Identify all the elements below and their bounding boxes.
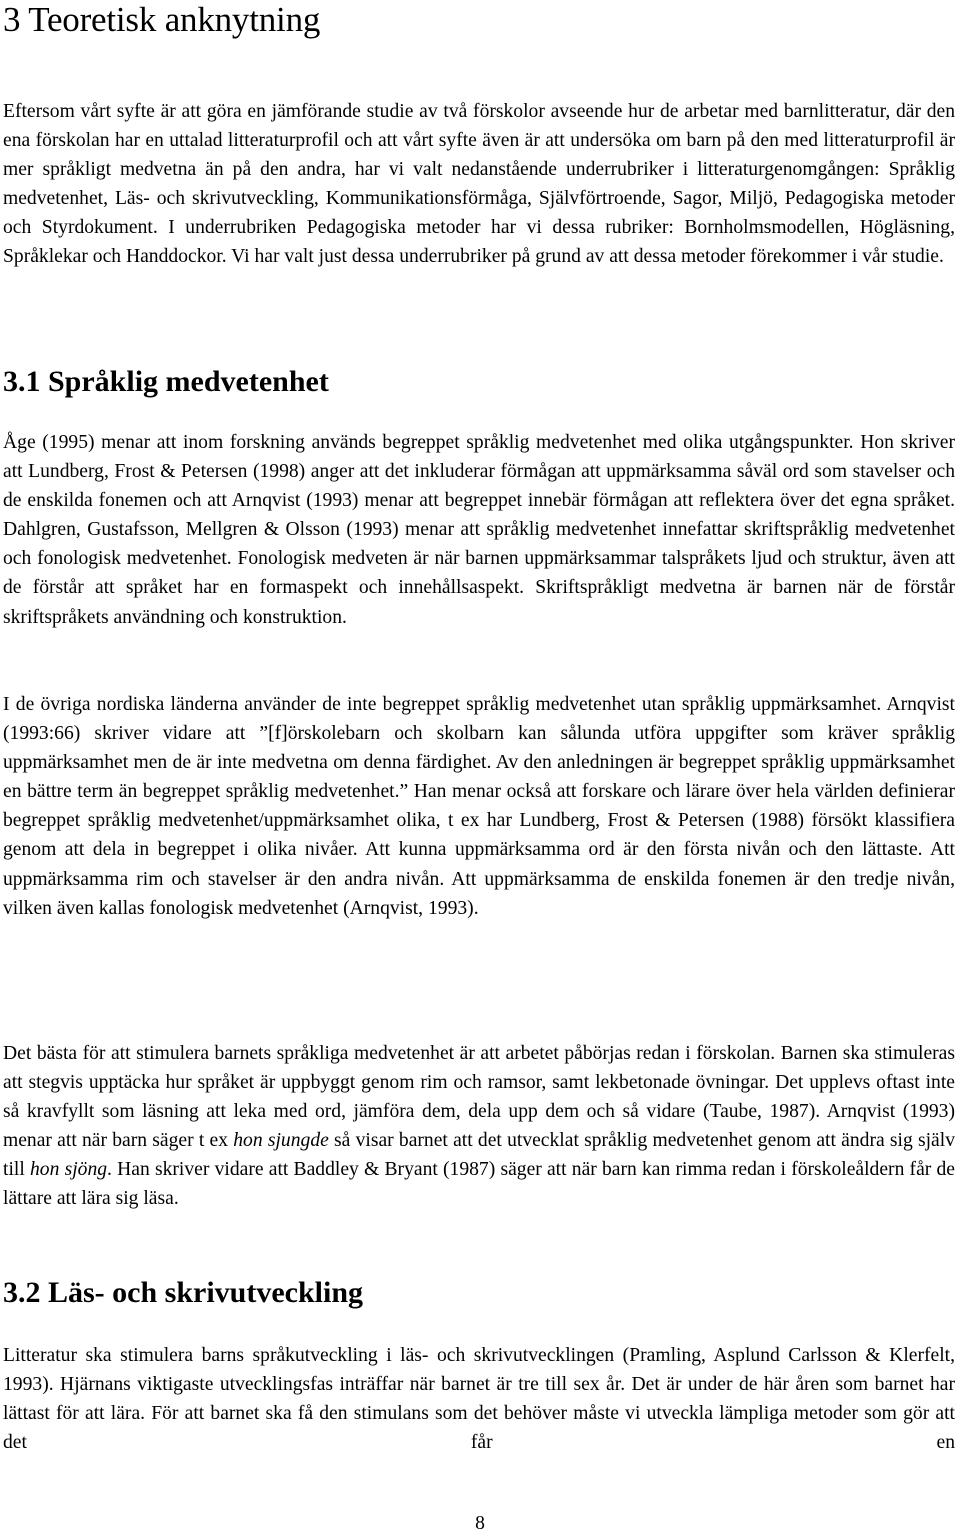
paragraph-text: så visar barnet att det utvecklat språklig medvetenhet genom att ändra sig själv till (3, 1130, 955, 1181)
page-number: 8 (475, 1513, 485, 1534)
section-3-1-paragraph-2: I de övriga nordiska länderna använder de inte begreppet språklig medvetenhet utan språklig uppmärksamhet. Arnqvist (1993:66) skriver vidare att ”[f]örskolebarn och skolbarn kan sålunda utföra uppgifter som kräver språklig uppmärksamhet men de är inte medvetna om denna färdighet. Av den anledningen är begreppet språklig uppmärksamhet en bättre term än begreppet språklig medvetenhet.” Han menar också att forskare och lärare över hela världen definierar begreppet språklig medvetenhet/uppmärksamhet olika, t ex har Lundberg, Frost & Petersen (1988) försökt klassifiera genom att dela in begreppet i olika nivåer. Att kunna uppmärksamma ord är den första nivån och den lättaste. Att uppmärksamma rim och stavelser är den andra nivån. Att uppmärksamma de enskilda fonemen är den tredje nivån, vilken även kallas fonologisk medvetenhet (Arnqvist, 1993). (3, 694, 955, 919)
example-phrase: hon sjöng (29, 1159, 108, 1181)
example-phrase: hon sjungde (233, 1130, 329, 1152)
section-heading-3-1: 3.1 Språklig medvetenhet (3, 365, 329, 398)
section-3-2-paragraph-1: Litteratur ska stimulera barns språkutveckling i läs- och skrivutvecklingen (Pramling, Asplund Carlsson & Klerfelt, 1993). Hjärnans viktigaste utvecklingsfas inträffar när barnet är tre till sex år. Det är under de här åren som barnet har lättast för att lära. För att barnet ska få den stimulans som det behöver måste vi utveckla lämpliga metoder som gör att det får en (3, 1345, 955, 1454)
paragraph-text: . Han skriver vidare att Baddley & Bryant (1987) säger att när barn kan rimma redan i förskoleåldern får de lättare att lära sig läsa. (3, 1159, 956, 1210)
section-3-1-paragraph-3 (3, 1039, 955, 1214)
section-3-1-paragraph-1: Åge (1995) menar att inom forskning används begreppet språklig medvetenhet med olika utgångspunkter. Hon skriver att Lundberg, Frost & Petersen (1998) anger att det inkluderar förmågan att uppmärksamma såväl ord som stavelser och de enskilda fonemen och att Arnqvist (1993) menar att begreppet innebär förmågan att reflektera över det egna språket. Dahlgren, Gustafsson, Mellgren & Olsson (1993) menar att språklig medvetenhet innefattar skriftspråklig medvetenhet och fonologisk medvetenhet. Fonologisk medveten är när barnen uppmärksammar talspråkets ljud och struktur, även att de förstår att språket har en formaspekt och innehållsaspekt. Skriftspråkligt medvetna är barnen när de förstår skriftspråkets användning och konstruktion. (3, 432, 955, 628)
section-heading-3-2: 3.2 Läs- och skrivutveckling (3, 1276, 364, 1309)
chapter-heading: 3 Teoretisk anknytning (3, 0, 321, 39)
intro-paragraph: Eftersom vårt syfte är att göra en jämförande studie av två förskolor avseende hur de arbetar med barnlitteratur, där den ena förskolan har en uttalad litteraturprofil och att vårt syfte även är att undersöka om barn på den med litteraturprofil är mer språkligt medvetna än på den andra, har vi valt nedanstående underrubriker i litteraturgenomgången: Språklig medvetenhet, Läs- och skrivutveckling, Kommunikationsförmåga, Självförtroende, Sagor, Miljö, Pedagogiska metoder och Styrdokument. I underrubriken Pedagogiska metoder har vi dessa rubriker: Bornholmsmodellen, Högläsning, Språklekar och Handdockor. Vi har valt just dessa underrubriker på grund av att dessa metoder förekommer i vår studie. (3, 101, 955, 268)
paragraph-text: Det bästa för att stimulera barnets språkliga medvetenhet är att arbetet påbörjas redan i förskolan. Barnen ska stimuleras att stegvis upptäcka hur språket är uppbyggt genom rim och ramsor, samt lekbetonade övningar. Det upplevs oftast inte så kravfyllt som läsning att leka med ord, jämföra dem, dela upp dem och så vidare (Taube, 1987). Arnqvist (1993) menar att när barn säger t ex (3, 1043, 955, 1152)
